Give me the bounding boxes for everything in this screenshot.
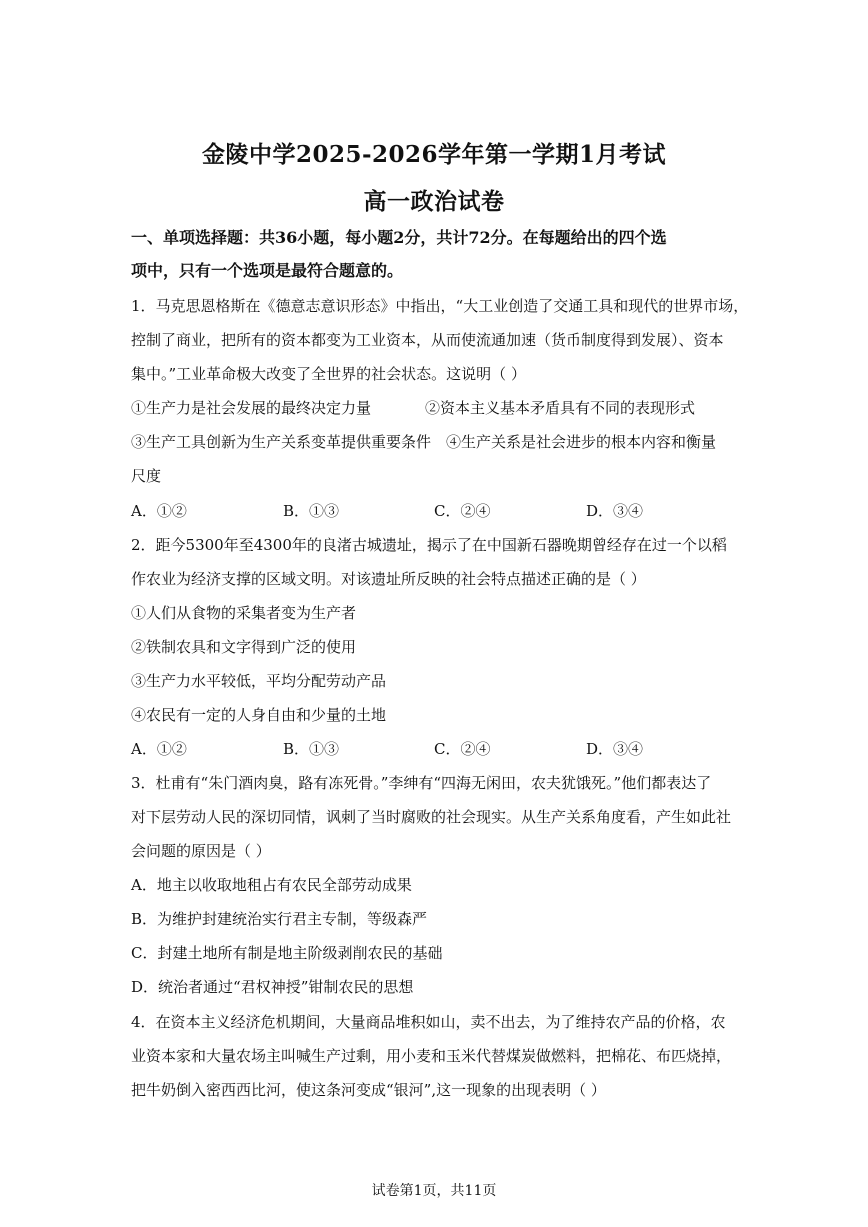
q3-option-d: D．统治者通过“君权神授”钳制农民的思想 (131, 978, 414, 996)
q1-statement-1: ①生产力是社会发展的最终决定力量 (131, 399, 372, 417)
q1-statement-2: ②资本主义基本矛盾具有不同的表现形式 (425, 399, 696, 417)
q3-stem-line2: 对下层劳动人民的深切同情，讽刺了当时腐败的社会现实。从生产关系角度看，产生如此社 (131, 808, 732, 826)
q2-option-d: D．③④ (586, 740, 644, 758)
q1-statement-3: ③生产工具创新为生产关系变革提供重要条件 (131, 433, 432, 451)
q2-statement-1: ①人们从食物的采集者变为生产者 (131, 604, 357, 622)
q1-option-b: B．①③ (283, 502, 340, 520)
q1-option-c: C．②④ (434, 502, 491, 520)
section-heading-line2: 项中，只有一个选项是最符合题意的。 (131, 261, 404, 280)
q1-stem-line2: 控制了商业，把所有的资本都变为工业资本，从而使流通加速（货币制度得到发展）、资本 (131, 331, 724, 349)
q2-option-a: A．①② (131, 740, 187, 758)
exam-subtitle: 高一政治试卷 (363, 188, 505, 215)
q2-statement-3: ③生产力水平较低，平均分配劳动产品 (131, 672, 387, 690)
q3-option-b: B．为维护封建统治实行君主专制，等级森严 (131, 910, 428, 928)
q1-option-d: D．③④ (586, 502, 644, 520)
q1-option-a: A．①② (131, 502, 187, 520)
q1-statement-4-cont: 尺度 (131, 467, 162, 485)
q1-statement-4: ④生产关系是社会进步的根本内容和衡量 (446, 433, 717, 451)
q2-stem-line1: 2．距今5300年至4300年的良渚古城遗址，揭示了在中国新石器晚期曾经存在过一个以稻 (131, 536, 727, 554)
q2-statement-2: ②铁制农具和文字得到广泛的使用 (131, 638, 357, 656)
q4-stem-line3: 把牛奶倒入密西西比河，使这条河变成“银河”,这一现象的出现表明（ ） (131, 1081, 606, 1099)
q2-statement-4: ④农民有一定的人身自由和少量的土地 (131, 706, 387, 724)
q1-stem-line1: 1．马克思恩格斯在《德意志意识形态》中指出，“大工业创造了交通工具和现代的世界市场， (131, 297, 749, 315)
exam-title: 金陵中学2025-2026学年第一学期1月考试 (201, 141, 667, 168)
q4-stem-line2: 业资本家和大量农场主叫喊生产过剩，用小麦和玉米代替煤炭做燃料，把棉花、布匹烧掉， (131, 1047, 732, 1065)
q2-stem-line2: 作农业为经济支撑的区域文明。对该遗址所反映的社会特点描述正确的是（ ） (131, 570, 646, 588)
q4-stem-line1: 4．在资本主义经济危机期间，大量商品堆积如山，卖不出去，为了维持农产品的价格，农 (131, 1013, 726, 1031)
q3-option-c: C．封建土地所有制是地主阶级剥削农民的基础 (131, 944, 443, 962)
q3-option-a: A．地主以收取地租占有农民全部劳动成果 (131, 876, 412, 894)
q2-option-c: C．②④ (434, 740, 491, 758)
q1-stem-line3: 集中。”工业革命极大改变了全世界的社会状态。这说明（ ） (131, 365, 526, 383)
q2-option-b: B．①③ (283, 740, 340, 758)
q3-stem-line1: 3．杜甫有“朱门酒肉臭，路有冻死骨。”李绅有“四海无闲田，农夫犹饿死。”他们都表达了 (131, 774, 712, 792)
page-footer: 试卷第1页，共11页 (371, 1183, 497, 1199)
section-heading-line1: 一、单项选择题：共36小题，每小题2分，共计72分。在每题给出的四个选 (131, 228, 667, 247)
q3-stem-line3: 会问题的原因是（ ） (131, 842, 271, 860)
